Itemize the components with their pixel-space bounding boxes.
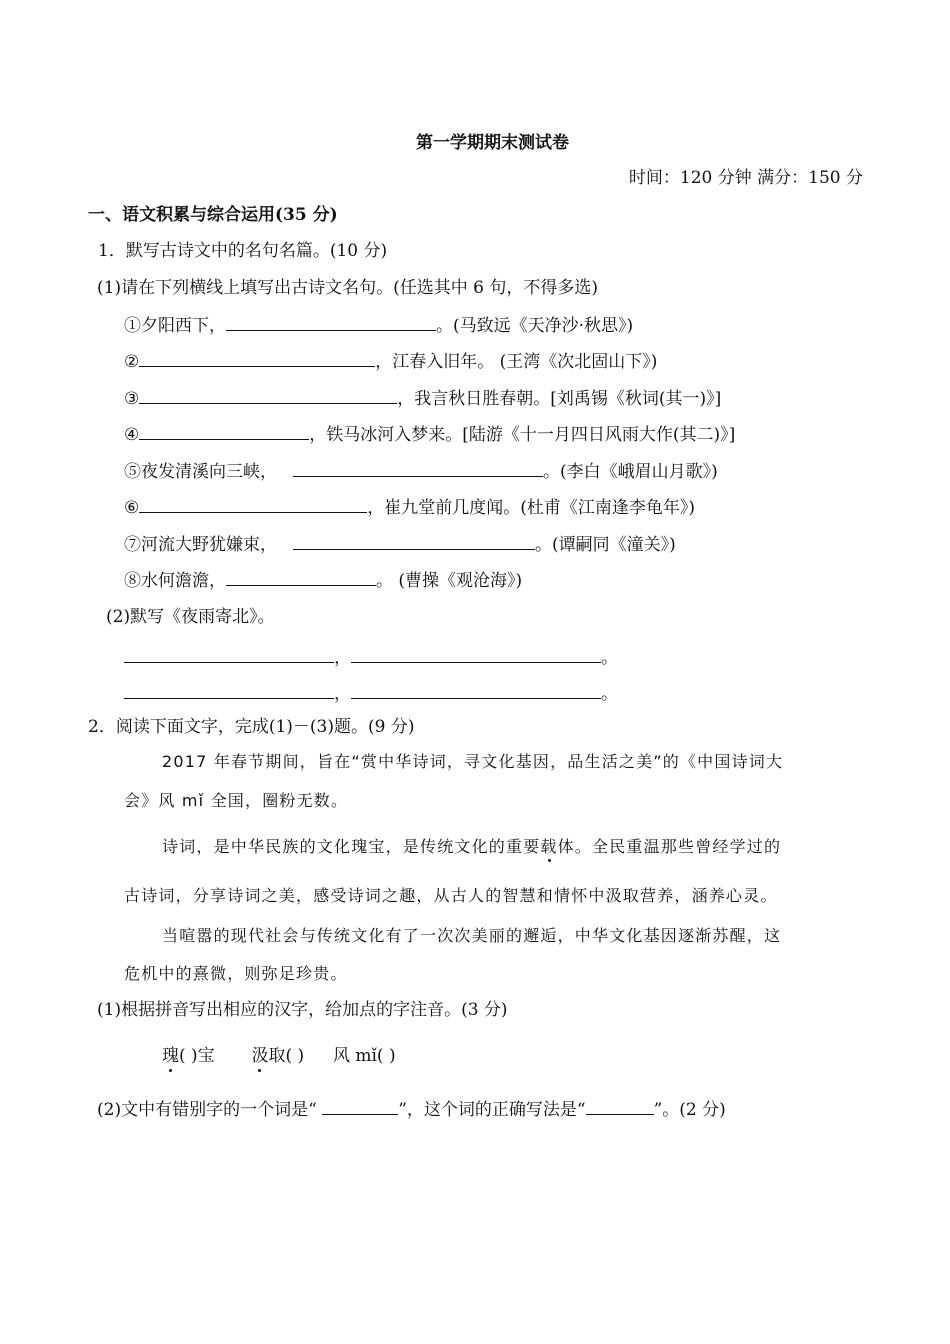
question-2-sub-1: (1)根据拼音写出相应的汉字，给加点的字注音。(3 分) xyxy=(97,1000,508,1020)
question-2-heading: 2．阅读下面文字，完成(1)－(3)题。(9 分) xyxy=(88,717,415,737)
answer-blank[interactable] xyxy=(322,1097,398,1115)
page-title: 第一学期期末测试卷 xyxy=(416,133,569,153)
fill-line-7 xyxy=(124,532,676,557)
pinyin-item-2 xyxy=(251,1046,304,1066)
item-text: ( )宝 xyxy=(179,1046,215,1066)
answer-blank[interactable] xyxy=(124,681,334,699)
answer-blank[interactable] xyxy=(139,495,367,513)
passage-text: 体。全民重温那些曾经学过的 xyxy=(557,837,782,856)
poem-line-2 xyxy=(124,681,618,706)
fill-line-suffix: 。(马致远《天净沙·秋思》) xyxy=(436,316,634,336)
pinyin-item-3 xyxy=(333,1046,396,1066)
pinyin-item-1 xyxy=(162,1046,215,1066)
answer-blank[interactable] xyxy=(226,568,376,586)
answer-blank[interactable] xyxy=(124,645,334,663)
answer-blank[interactable] xyxy=(226,313,436,331)
passage-p1-line1: 2017 年春节期间，旨在“赏中华诗词，寻文化基因，品生活之美”的《中国诗词大 xyxy=(162,752,784,771)
fill-line-prefix: ⑥ xyxy=(124,498,140,518)
fill-line-suffix: ，江春入旧年。 (王湾《次北固山下》) xyxy=(375,352,658,372)
answer-blank[interactable] xyxy=(293,459,543,477)
fill-line-8 xyxy=(124,568,522,593)
fill-line-6 xyxy=(124,495,695,520)
passage-p2-line1 xyxy=(162,835,781,859)
poem-line-1 xyxy=(124,645,618,670)
dotted-char: 瑰 xyxy=(162,1046,179,1066)
fill-line-suffix: 。(谭嗣同《潼关》) xyxy=(535,535,676,555)
item-text: 取( ) xyxy=(268,1046,305,1066)
question-1-part-1: (1)请在下列横线上填写出古诗文名句。(任选其中 6 句，不得多选) xyxy=(97,278,598,298)
fill-line-prefix: ⑧水何澹澹， xyxy=(124,571,226,591)
fill-line-1 xyxy=(124,313,633,338)
passage-p3-line1: 当喧嚣的现代社会与传统文化有了一次次美丽的邂逅，中华文化基因逐渐苏醒，这 xyxy=(162,926,782,945)
fill-line-3 xyxy=(124,386,721,411)
fill-line-prefix: ④ xyxy=(124,425,140,445)
fill-line-prefix: ①夕阳西下， xyxy=(124,316,226,336)
fill-line-suffix: 。(李白《峨眉山月歌》) xyxy=(543,462,718,482)
comma: ， xyxy=(334,684,351,704)
period: 。 xyxy=(601,684,618,704)
fill-line-suffix: ，崔九堂前几度闻。(杜甫《江南逢李龟年》) xyxy=(367,498,696,518)
fill-line-4 xyxy=(124,422,735,447)
answer-blank[interactable] xyxy=(139,386,397,404)
fill-line-prefix: ③ xyxy=(124,389,140,409)
fill-line-2 xyxy=(124,349,657,374)
question-text: (2)文中有错别字的一个词是“ xyxy=(97,1100,323,1120)
fill-line-suffix: ，我言秋日胜春朝。[刘禹锡《秋词(其一)》] xyxy=(397,389,722,409)
period: 。 xyxy=(601,648,618,668)
question-text: ”，这个词的正确写法是“ xyxy=(398,1100,586,1120)
fill-line-prefix: ② xyxy=(124,352,140,372)
question-2-sub-2 xyxy=(97,1097,726,1122)
fill-line-prefix: ⑤夜发清溪向三峡， xyxy=(124,462,277,482)
passage-p1-line2: 会》风 mǐ 全国，圈粉无数。 xyxy=(124,791,349,810)
dotted-char: 载 xyxy=(540,837,558,856)
dotted-char: 汲 xyxy=(251,1046,269,1066)
item-text: 风 mǐ( ) xyxy=(332,1046,396,1066)
answer-blank[interactable] xyxy=(139,422,309,440)
passage-p3-line2: 危机中的熹微，则弥足珍贵。 xyxy=(124,964,348,983)
fill-line-suffix: ，铁马冰河入梦来。[陆游《十一月四日风雨大作(其二)》] xyxy=(309,425,736,445)
question-text: ”。(2 分) xyxy=(653,1100,726,1120)
question-1-part-2: (2)默写《夜雨寄北》。 xyxy=(106,607,275,627)
answer-blank[interactable] xyxy=(139,349,375,367)
section-heading: 一、语文积累与综合运用(35 分) xyxy=(88,205,338,225)
answer-blank[interactable] xyxy=(586,1097,654,1115)
passage-text: 诗词，是中华民族的文化瑰宝，是传统文化的重要 xyxy=(162,837,541,856)
answer-blank[interactable] xyxy=(351,681,601,699)
question-1-heading: 1．默写古诗文中的名句名篇。(10 分) xyxy=(98,241,388,261)
exam-meta: 时间：120 分钟 满分：150 分 xyxy=(628,168,863,188)
answer-blank[interactable] xyxy=(351,645,601,663)
fill-line-5 xyxy=(124,459,718,484)
fill-line-suffix: 。 (曹操《观沧海》) xyxy=(376,571,523,591)
answer-blank[interactable] xyxy=(293,532,535,550)
pinyin-items xyxy=(162,1044,396,1068)
comma: ， xyxy=(334,648,351,668)
passage-p2-line2: 古诗词，分享诗词之美，感受诗词之趣，从古人的智慧和情怀中汲取营养，涵养心灵。 xyxy=(124,886,778,905)
fill-line-prefix: ⑦河流大野犹嫌束， xyxy=(124,535,277,555)
